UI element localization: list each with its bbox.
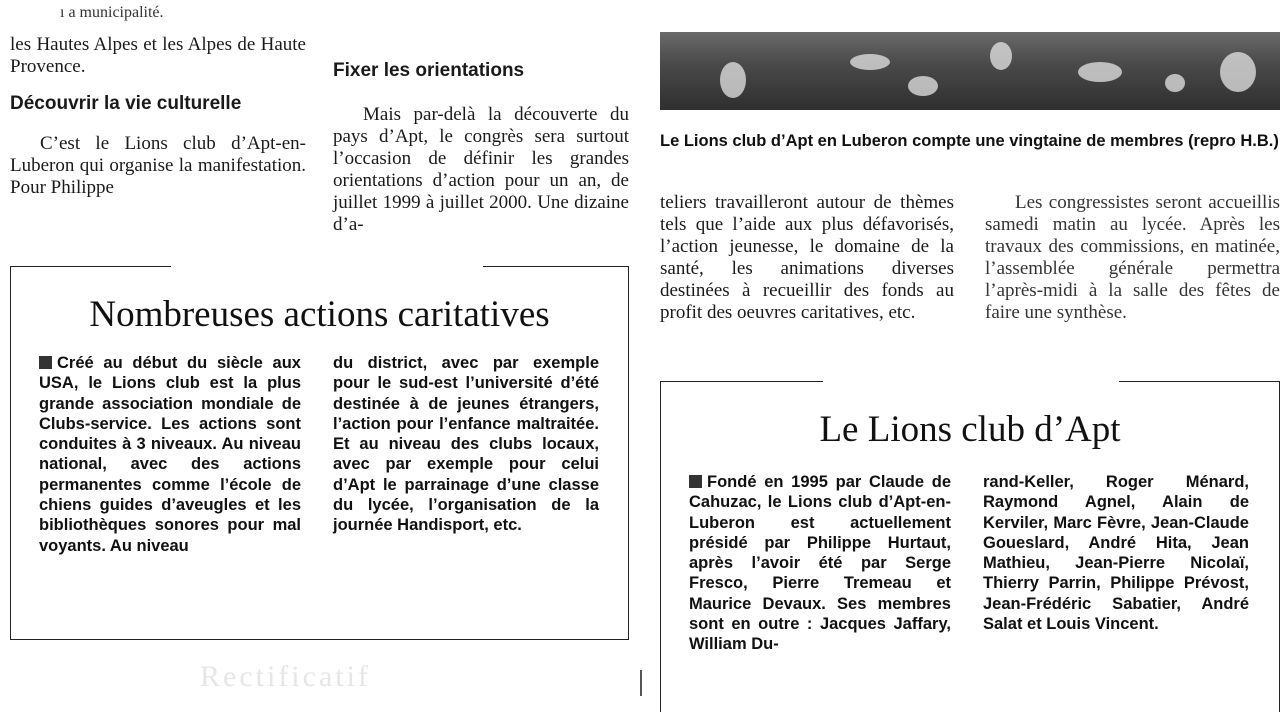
article-text: C’est le Lions club d’Apt-en-Luberon qui organise la manifestation. Pour Philippe [10,133,306,198]
photo-caption: Le Lions club d’Apt en Luberon compte une vingtaine de membres (repro H.B.) [660,132,1279,150]
article-text: teliers travailleront autour de thèmes tels que l’aide aux plus défavorisés, l’action jeunesse, le domaine de la santé, les animations diverses destinées à recueillir des fonds au profit des oeuvres caritatives, etc. [660,192,954,323]
box-title: Nombreuses actions caritatives [89,294,550,335]
article-column-1 [10,34,306,199]
box-column-1 [689,472,951,655]
box-column-1 [39,353,301,556]
article-text: Les congressistes seront accueillis samedi matin au lycée. Après les travaux des commissions, en matinée, l’assemblée générale permettra l’après-midi à la salle des fêtes de faire une synthèse. [985,192,1280,323]
article-column-3 [660,192,954,324]
subheading-decouvrir: Découvrir la vie culturelle [10,93,242,114]
box-text: du district, avec par exemple pour le sud-est l’université d’été destinée à de jeunes étrangers, l’action pour l’enfance maltraitée. Et au niveau des clubs locaux, avec par exemple pour celui d’Apt le parrainage d’une classe du lycée, l’organisation de la journée Handisport, etc. [333,354,599,535]
box-text: Créé au début du siècle aux USA, le Lions club est la plus grande association mondiale de Clubs-service. Les actions sont conduites à 3 niveaux. Au niveau national, avec des actions permanentes comme l’école de chiens guides d’aveugles et les bibliothèques sonores pour mal voyants. Au niveau [39,354,301,555]
page-gutter [638,0,641,720]
sidebar-box-actions [10,266,629,640]
faded-heading: Rectificatif [200,660,371,693]
article-column-4 [985,192,1280,324]
box-column-2 [983,472,1249,634]
subheading-fixer: Fixer les orientations [333,60,525,81]
scan-edge [640,670,642,696]
box-text: rand-Keller, Roger Ménard, Raymond Agnel, Alain de Kerviler, Marc Fèvre, Jean-Claude Goueslard, André Hita, Jean Mathieu, Jean-Pierre Nicolaï, Thierry Parrin, Philippe Prévost, Jean-Frédéric Sabatier, André Salat et Louis Vincent. [983,473,1249,634]
article-text: Mais par-delà la découverte du pays d’Apt, le congrès sera surtout l’occasion de définir les grandes orientations d’action pour un an, de juillet 1999 à juillet 2000. Une dizaine d’a- [333,104,629,235]
box-text: Fondé en 1995 par Claude de Cahuzac, le Lions club d’Apt-en-Luberon est actuellement présidé par Philippe Hurtaut, après l’avoir été par Serge Fresco, Pierre Tremeau et Maurice Devaux. Ses membres sont en outre : Jacques Jaffary, William Du- [689,473,951,654]
bullet-square-icon [689,475,702,488]
article-text: les Hautes Alpes et les Alpes de Haute Provence. [10,34,306,77]
bullet-square-icon [39,356,52,369]
photo [660,32,1280,110]
article-column-2 [333,60,629,236]
sidebar-box-lions-club [660,381,1280,712]
cut-off-text: ı a municipalité. [60,4,164,21]
box-column-2 [333,353,599,536]
box-title: Le Lions club d’Apt [819,409,1121,450]
